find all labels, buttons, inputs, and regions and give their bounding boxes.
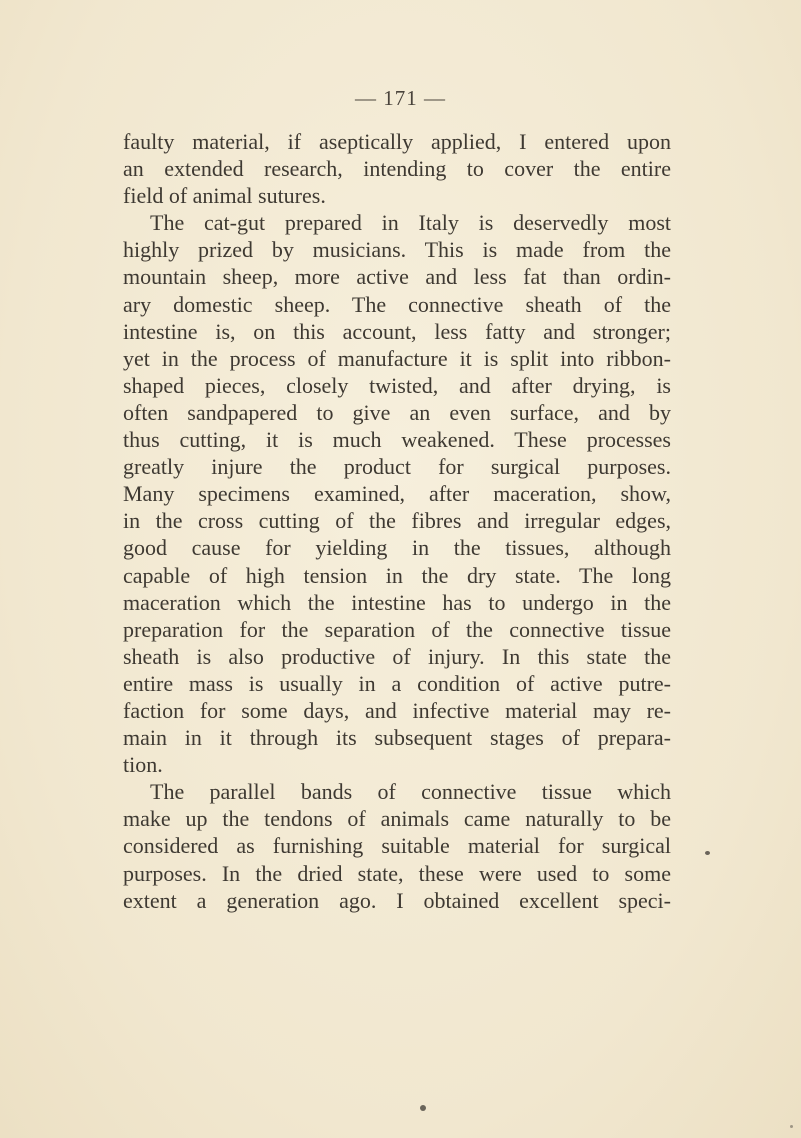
text-line: thus cutting, it is much weakened. These processes <box>123 427 671 453</box>
text-line: field of animal sutures. <box>123 183 326 209</box>
text-line: highly prized by musicians. This is made from the <box>123 237 671 263</box>
text-line: The parallel bands of connective tissue which <box>150 779 671 805</box>
text-line: capable of high tension in the dry state. The long <box>123 562 671 588</box>
text-line: main in it through its subsequent stages of prepara- <box>123 725 671 751</box>
text-line: good cause for yielding in the tissues, although <box>123 535 671 561</box>
text-line: preparation for the separation of the connective tissue <box>123 616 671 642</box>
text-line: tion. <box>123 752 163 778</box>
text-line: sheath is also productive of injury. In this state the <box>123 643 671 669</box>
text-line: entire mass is usually in a condition of active putre- <box>123 670 671 696</box>
text-line: yet in the process of manufacture it is split into ribbon- <box>123 345 671 371</box>
page-number: — 171 — <box>355 86 446 110</box>
text-line: maceration which the intestine has to undergo in the <box>123 589 671 615</box>
text-line: greatly injure the product for surgical purposes. <box>123 454 671 480</box>
text-line: The cat-gut prepared in Italy is deservedly most <box>150 210 671 236</box>
text-line: Many specimens examined, after maceration, show, <box>123 481 671 507</box>
text-line: considered as furnishing suitable material for surgical <box>123 833 671 859</box>
paper-speck <box>705 851 710 855</box>
text-line: often sandpapered to give an even surface, and by <box>123 399 671 425</box>
text-line: shaped pieces, closely twisted, and after drying, is <box>123 372 671 398</box>
paper-speck <box>790 1125 793 1128</box>
text-line: an extended research, intending to cover the entire <box>123 156 671 182</box>
text-line: mountain sheep, more active and less fat than ordin- <box>123 264 671 290</box>
text-line: intestine is, on this account, less fatty and stronger; <box>123 318 671 344</box>
text-line: extent a generation ago. I obtained excellent speci- <box>123 887 671 913</box>
text-line: faction for some days, and infective material may re- <box>123 697 671 723</box>
text-line: ary domestic sheep. The connective sheath of the <box>123 291 671 317</box>
text-line: faulty material, if aseptically applied, I entered upon <box>123 129 671 154</box>
text-line: make up the tendons of animals came naturally to be <box>123 806 671 832</box>
body-text <box>123 128 671 914</box>
paper-speck <box>420 1105 426 1111</box>
text-line: purposes. In the dried state, these were used to some <box>123 860 671 886</box>
text-line: in the cross cutting of the fibres and irregular edges, <box>123 508 671 534</box>
